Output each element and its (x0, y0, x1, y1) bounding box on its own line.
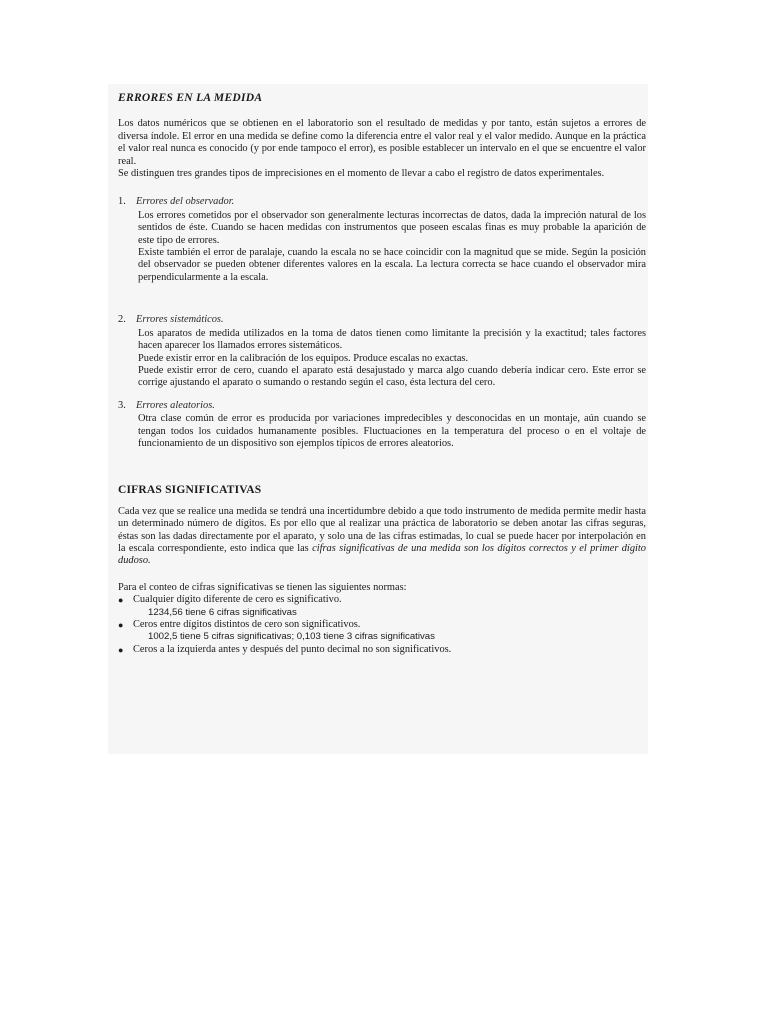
cifras-intro-paragraph (118, 506, 646, 568)
document-body (118, 92, 646, 656)
rule-example: 1002,5 tiene 5 cifras significativas; 0,103 tiene 3 cifras significativas (148, 631, 435, 643)
item-number: 1. (118, 196, 126, 208)
bullet-icon: ● (118, 644, 124, 655)
section-title-cifras: CIFRAS SIGNIFICATIVAS (118, 484, 262, 497)
item-paragraph: Los errores cometidos por el observador son generalmente lecturas incorrectas de datos, dada la impreción natural de los sentidos de éste. Cuando se hacen medidas con instrumentos que poseen escalas finas es muy probable la aparición de este tipo de errores. (138, 209, 646, 246)
rules-intro: Para el conteo de cifras significativas se tienen las siguientes normas: (118, 581, 407, 593)
item-number: 3. (118, 399, 126, 411)
list-item (118, 196, 646, 284)
item-heading: Errores aleatorios. (136, 399, 215, 411)
item-paragraph: Los aparatos de medida utilizados en la toma de datos tienen como limitante la precisión y la exactitud; tales factores hacen aparecer los llamados errores sistemáticos. (138, 327, 646, 352)
rule-item (118, 594, 646, 606)
bullet-icon: ● (118, 620, 124, 630)
item-heading: Errores sistemáticos. (136, 314, 224, 326)
item-paragraph: Puede existir error en la calibración de los equipos. Produce escalas no exactas. (138, 352, 469, 364)
item-number: 2. (118, 314, 126, 326)
rules-list (118, 594, 646, 656)
rule-example: 1234,56 tiene 6 cifras significativas (148, 606, 297, 618)
cifras-intro-text: Cada vez que se realice una medida se tendrá una incertidumbre debido a que todo instrumento de medida permite medir hasta un determinado número de dígitos. Es por ello que al realizar una práctica de laboratorio se deben anotar las cifras seguras, éstas son las dadas directamente por el aparato, y solo una de las cifras estimadas, lo cual se puede hacer por interpolación en la escala correspondiente, esto indica que las (118, 505, 646, 554)
intro-paragraph: Se distinguen tres grandes tipos de imprecisiones en el momento de llevar a cabo el registro de datos experimentales. (118, 168, 605, 180)
rule-text: Ceros a la izquierda antes y después del punto decimal no son significativos. (133, 643, 452, 655)
rule-item (118, 644, 646, 656)
item-paragraph: Existe también el error de paralaje, cuando la escala no se hace coincidir con la magnitud que se mide. Según la posición del observador se pueden obtener diferentes valores en la escala. La lectura correcta se hace cuando el observador mira perpendicularmente a la escala. (138, 247, 646, 283)
item-paragraph: Otra clase común de error es producida por variaciones impredecibles y desconocidas en un montaje, aún cuando se tengan todos los cuidados humanamente posibles. Fluctuaciones en la temperatura del proceso o en el voltaje de funcionamiento de un dispositivo son ejemplos típicos de errores aleatorios. (138, 413, 646, 449)
rule-text: Ceros entre dígitos distintos de cero son significativos. (133, 619, 361, 630)
section-title-errores: ERRORES EN LA MEDIDA (118, 92, 263, 104)
error-types-list (118, 196, 646, 450)
item-paragraph: Puede existir error de cero, cuando el aparato está desajustado y marca algo cuando debería indicar cero. Este error se corrige ajustando el aparato o sumando o restando según el caso, ésta lectura del cero. (138, 364, 646, 389)
cifras-intro-emphasis: cifras significativas de una medida son los dígitos correctos y el primer dígito dudoso. (118, 542, 646, 567)
bullet-icon: ● (118, 595, 124, 606)
intro-paragraph: Los datos numéricos que se obtienen en el laboratorio son el resultado de medidas y por tanto, están sujetos a errores de diversa índole. El error en una medida se define como la diferencia entre el valor real y el valor medido. Aunque en la práctica el valor real nunca es conocido (y por ende tampoco el error), es posible establecer un intervalo en el que se encuentre el valor real. (118, 118, 646, 167)
rule-text: Cualquier dígito diferente de cero es significativo. (133, 594, 342, 606)
rule-item (118, 619, 646, 631)
list-item (118, 400, 646, 451)
item-heading: Errores del observador. (136, 196, 235, 208)
list-item (118, 314, 646, 389)
